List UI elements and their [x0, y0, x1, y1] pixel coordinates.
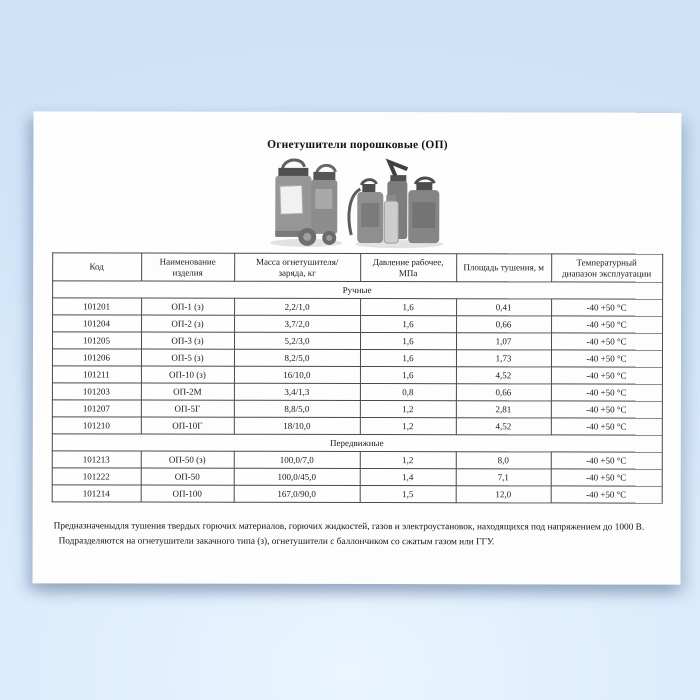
- table-cell: 100,0/7,0: [234, 451, 360, 468]
- table-cell: 8,0: [456, 452, 551, 469]
- table-cell: 3,4/1,3: [234, 383, 360, 400]
- table-cell: -40 +50 °C: [551, 384, 662, 401]
- table-cell: 1,2: [360, 418, 456, 435]
- column-header-pressure: Давление рабочее, МПа: [360, 254, 456, 282]
- table-cell: 8,2/5,0: [234, 349, 360, 366]
- table-row: [52, 298, 662, 316]
- table-cell: 0,8: [360, 384, 456, 401]
- table-cell: 1,07: [456, 333, 551, 350]
- column-header-mass: Масса огнетушителя/ заряда, кг: [234, 253, 360, 281]
- table-cell: -40 +50 °C: [551, 367, 662, 384]
- table-cell: 100,0/45,0: [234, 468, 360, 485]
- table-cell: 101203: [52, 383, 141, 400]
- extinguishers-table: [51, 252, 663, 503]
- handheld-extinguishers-group: [349, 162, 440, 243]
- table-row: [52, 349, 662, 367]
- table-cell: 12,0: [456, 486, 551, 503]
- table-cell: ОП-10Г: [141, 417, 234, 434]
- table-cell: 1,2: [360, 452, 456, 469]
- table-cell: ОП-10 (з): [141, 366, 234, 383]
- table-cell: 7,1: [456, 469, 551, 486]
- table-row: [52, 468, 662, 486]
- table-header-row: [52, 253, 662, 282]
- table-section-row: [52, 434, 662, 452]
- table-row: [52, 417, 662, 435]
- table-cell: 101201: [52, 298, 141, 315]
- table-cell: ОП-3 (з): [141, 332, 234, 349]
- table-cell: -40 +50 °C: [551, 401, 662, 418]
- table-cell: 16/10,0: [234, 366, 360, 383]
- table-cell: 0,41: [456, 299, 551, 316]
- table-cell: -40 +50 °C: [551, 418, 662, 435]
- page-title: Огнетушители порошковые (ОП): [267, 138, 448, 152]
- table-row: [52, 315, 662, 333]
- table-cell: ОП-5Г: [141, 400, 234, 417]
- table-cell: 1,4: [360, 469, 456, 486]
- column-header-area: Площадь тушения, м: [456, 254, 551, 282]
- table-cell: -40 +50 °C: [551, 350, 662, 367]
- table-cell: -40 +50 °C: [551, 316, 662, 333]
- table-cell: 2,81: [456, 401, 551, 418]
- table-section-row: [52, 281, 662, 299]
- table-cell: ОП-100: [141, 485, 234, 502]
- column-header-temperature-range: Температурный диапазон эксплуатации: [551, 254, 662, 282]
- table-cell: 1,6: [360, 333, 456, 350]
- table-cell: -40 +50 °C: [551, 452, 662, 469]
- table-row: [52, 366, 662, 384]
- table-cell: 5,2/3,0: [234, 332, 360, 349]
- table-cell: 1,5: [360, 486, 456, 503]
- table-row: [52, 383, 662, 401]
- table-cell: 0,66: [456, 384, 551, 401]
- column-header-product-name: Наименование изделия: [141, 253, 234, 281]
- document-page: [33, 111, 682, 584]
- table-cell: -40 +50 °C: [551, 486, 662, 503]
- table-cell: 2,2/1,0: [234, 298, 360, 315]
- table-cell: 0,66: [456, 316, 551, 333]
- extinguishers-photo: [261, 155, 453, 252]
- table-cell: 4,52: [456, 367, 551, 384]
- table-cell: ОП-50: [141, 468, 234, 485]
- table-cell: ОП-1 (з): [141, 298, 234, 315]
- table-cell: 101206: [52, 349, 141, 366]
- table-section-label: Передвижные: [52, 434, 662, 452]
- table-cell: 101210: [52, 417, 141, 434]
- footnote-line: Предназначеныдля тушения твердых горючих материалов, горючих жидкостей, газов и электроустановок, находящихся под напряжением до 1000 В.: [53, 521, 645, 533]
- table-cell: 1,6: [360, 367, 456, 384]
- table-cell: -40 +50 °C: [551, 469, 662, 486]
- table-row: [52, 400, 662, 418]
- table-cell: 101211: [52, 366, 141, 383]
- table-cell: ОП-2 (з): [141, 315, 234, 332]
- table-cell: 1,6: [360, 316, 456, 333]
- table-cell: 3,7/2,0: [234, 315, 360, 332]
- table-cell: 1,6: [360, 299, 456, 316]
- table-cell: ОП-2М: [141, 383, 234, 400]
- table-cell: ОП-50 (з): [141, 451, 234, 468]
- table-row: [52, 451, 662, 469]
- footnote-line: Подразделяются на огнетушители закачного типа (з), огнетушители с баллончиком со сжатым газом или ГГУ.: [58, 535, 495, 547]
- table-cell: 101207: [52, 400, 141, 417]
- column-header-code: Код: [52, 253, 141, 281]
- table-cell: -40 +50 °C: [551, 299, 662, 316]
- footnotes: [54, 519, 681, 549]
- table-cell: 18/10,0: [234, 417, 360, 434]
- table-cell: 4,52: [456, 418, 551, 435]
- table-section-label: Ручные: [52, 281, 662, 299]
- table-cell: 101205: [52, 332, 141, 349]
- table-cell: 1,73: [456, 350, 551, 367]
- table-cell: 101204: [52, 315, 141, 332]
- table-cell: 101214: [52, 485, 141, 502]
- table-cell: -40 +50 °C: [551, 333, 662, 350]
- table-row: [52, 485, 662, 503]
- table-row: [52, 332, 662, 350]
- table-cell: 8,8/5,0: [234, 400, 360, 417]
- table-cell: 1,6: [360, 350, 456, 367]
- table-cell: 101213: [52, 451, 141, 468]
- table-cell: 167,0/90,0: [234, 485, 360, 502]
- table-cell: ОП-5 (з): [141, 349, 234, 366]
- table-cell: 101222: [52, 468, 141, 485]
- table-cell: 1,2: [360, 401, 456, 418]
